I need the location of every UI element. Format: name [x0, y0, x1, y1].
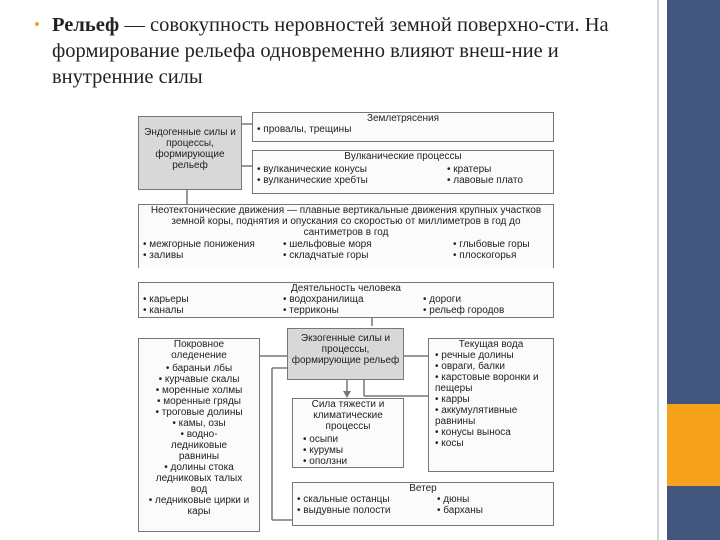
list-item: • курчавые скалы — [139, 374, 259, 385]
list-item: • лавовые плато — [447, 175, 523, 186]
list-item: • шельфовые моря — [283, 239, 453, 250]
neotectonic-box — [138, 204, 554, 268]
gravity-box — [292, 398, 404, 468]
list-item: • косы — [435, 438, 553, 449]
exogenous-box — [287, 328, 404, 380]
list-item: • складчатые горы — [283, 250, 453, 261]
list-item: • карстовые воронки и пещеры — [435, 372, 553, 394]
glaciation-title: Покровное оледенение — [171, 339, 227, 361]
list-item: • конусы выноса — [435, 427, 553, 438]
list-item: • аккумулятивные равнины — [435, 405, 553, 427]
wind-title: Ветер — [409, 483, 437, 494]
list-item: • каналы — [143, 305, 283, 316]
list-item: • водохранилища — [283, 294, 423, 305]
neotectonic-title: Неотектонические движения — плавные вертикальные движения крупных участков земной коры, поднятия и опускания со скоростью от миллиметров в год до сантиметров в год — [150, 205, 542, 238]
list-item: • плоскогорья — [453, 250, 530, 261]
endogenous-label: Эндогенные силы и процессы, формирующие рельеф — [144, 127, 236, 171]
list-item: • скальные останцы — [297, 494, 437, 505]
list-item: • карры — [435, 394, 553, 405]
water-box — [428, 338, 554, 472]
definition: — совокупность неровностей земной поверхно-сти. На формирование рельефа одновременно влияют внеш-ние и внутренние силы — [52, 14, 609, 88]
glaciation-box — [138, 338, 260, 532]
slide-text — [34, 12, 612, 90]
list-item: • долины стока ледниковых талых вод — [139, 462, 259, 495]
water-title: Текущая вода — [458, 339, 524, 350]
list-item: • кратеры — [447, 164, 523, 175]
list-item: • провалы, трещины — [257, 124, 351, 135]
wind-box — [292, 482, 554, 526]
list-item: • оползни — [303, 456, 403, 467]
endogenous-box — [138, 116, 242, 190]
human-title: Деятельность человека — [290, 283, 401, 294]
list-item: • камы, озы — [139, 418, 259, 429]
relief-diagram — [132, 106, 602, 536]
list-item: • ледниковые цирки и кары — [139, 495, 259, 517]
list-item: • вулканические конусы — [257, 164, 447, 175]
list-item: • заливы — [143, 250, 283, 261]
list-item: • терриконы — [283, 305, 423, 316]
list-item: • рельеф городов — [423, 305, 504, 316]
list-item: • моренные холмы — [139, 385, 259, 396]
list-item: • дороги — [423, 294, 504, 305]
list-item: • троговые долины — [139, 407, 259, 418]
volcanic-box — [252, 150, 554, 194]
list-item: • моренные гряды — [139, 396, 259, 407]
list-item: • курумы — [303, 445, 403, 456]
list-item: • водно-ледниковые равнины — [139, 429, 259, 462]
list-item: • выдувные полости — [297, 505, 437, 516]
exogenous-label: Экзогенные силы и процессы, формирующие рельеф — [291, 333, 400, 366]
divider-line — [657, 0, 659, 540]
list-item: • карьеры — [143, 294, 283, 305]
volcanic-title: Вулканические процессы — [344, 151, 462, 162]
earthquakes-box — [252, 112, 554, 142]
list-item: • овраги, балки — [435, 361, 553, 372]
list-item: • вулканические хребты — [257, 175, 447, 186]
gravity-title: Сила тяжести и климатические процессы — [311, 399, 385, 432]
list-item: • дюны — [437, 494, 483, 505]
term: Рельеф — [52, 14, 120, 36]
human-box — [138, 282, 554, 318]
earthquakes-title: Землетрясения — [366, 113, 440, 124]
list-item: • глыбовые горы — [453, 239, 530, 250]
side-accent-block — [667, 404, 720, 486]
list-item: • барханы — [437, 505, 483, 516]
list-item: • речные долины — [435, 350, 553, 361]
list-item: • бараньи лбы — [139, 363, 259, 374]
list-item: • осыпи — [303, 434, 403, 445]
bullet-icon: • — [34, 15, 40, 34]
list-item: • межгорные понижения — [143, 239, 283, 250]
